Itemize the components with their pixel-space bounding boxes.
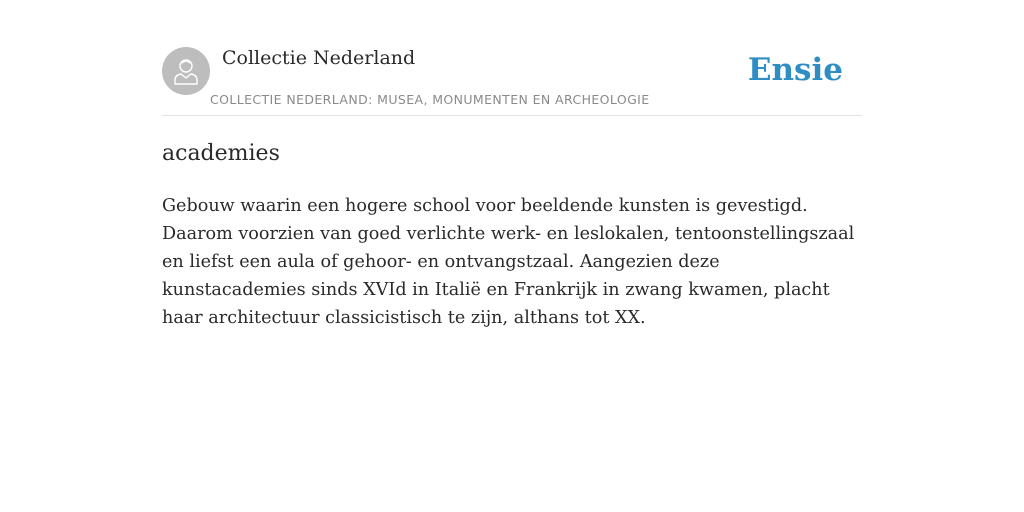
entry-header [162, 0, 862, 116]
avatar[interactable] [162, 47, 210, 95]
source-subtitle[interactable]: COLLECTIE NEDERLAND: MUSEA, MONUMENTEN EN ARCHEOLOGIE [210, 92, 650, 107]
user-icon [171, 56, 201, 86]
author-name[interactable]: Collectie Nederland [222, 47, 416, 69]
entry-term: academies [162, 141, 280, 166]
entry-definition: Gebouw waarin een hogere school voor beeldende kunsten is gevestigd. Daarom voorzien van goed verlichte werk- en leslokalen, tentoonstellingszaal en liefst een aula of gehoor- en ontvangstzaal. Aangezien deze kunstacademies sinds XVId in Italië en Frankrijk in zwang kwamen, placht haar architectuur classicistisch te zijn, althans tot XX. [162, 196, 855, 328]
brand-logo[interactable]: Ensie [747, 52, 843, 88]
page-container [162, 0, 862, 512]
